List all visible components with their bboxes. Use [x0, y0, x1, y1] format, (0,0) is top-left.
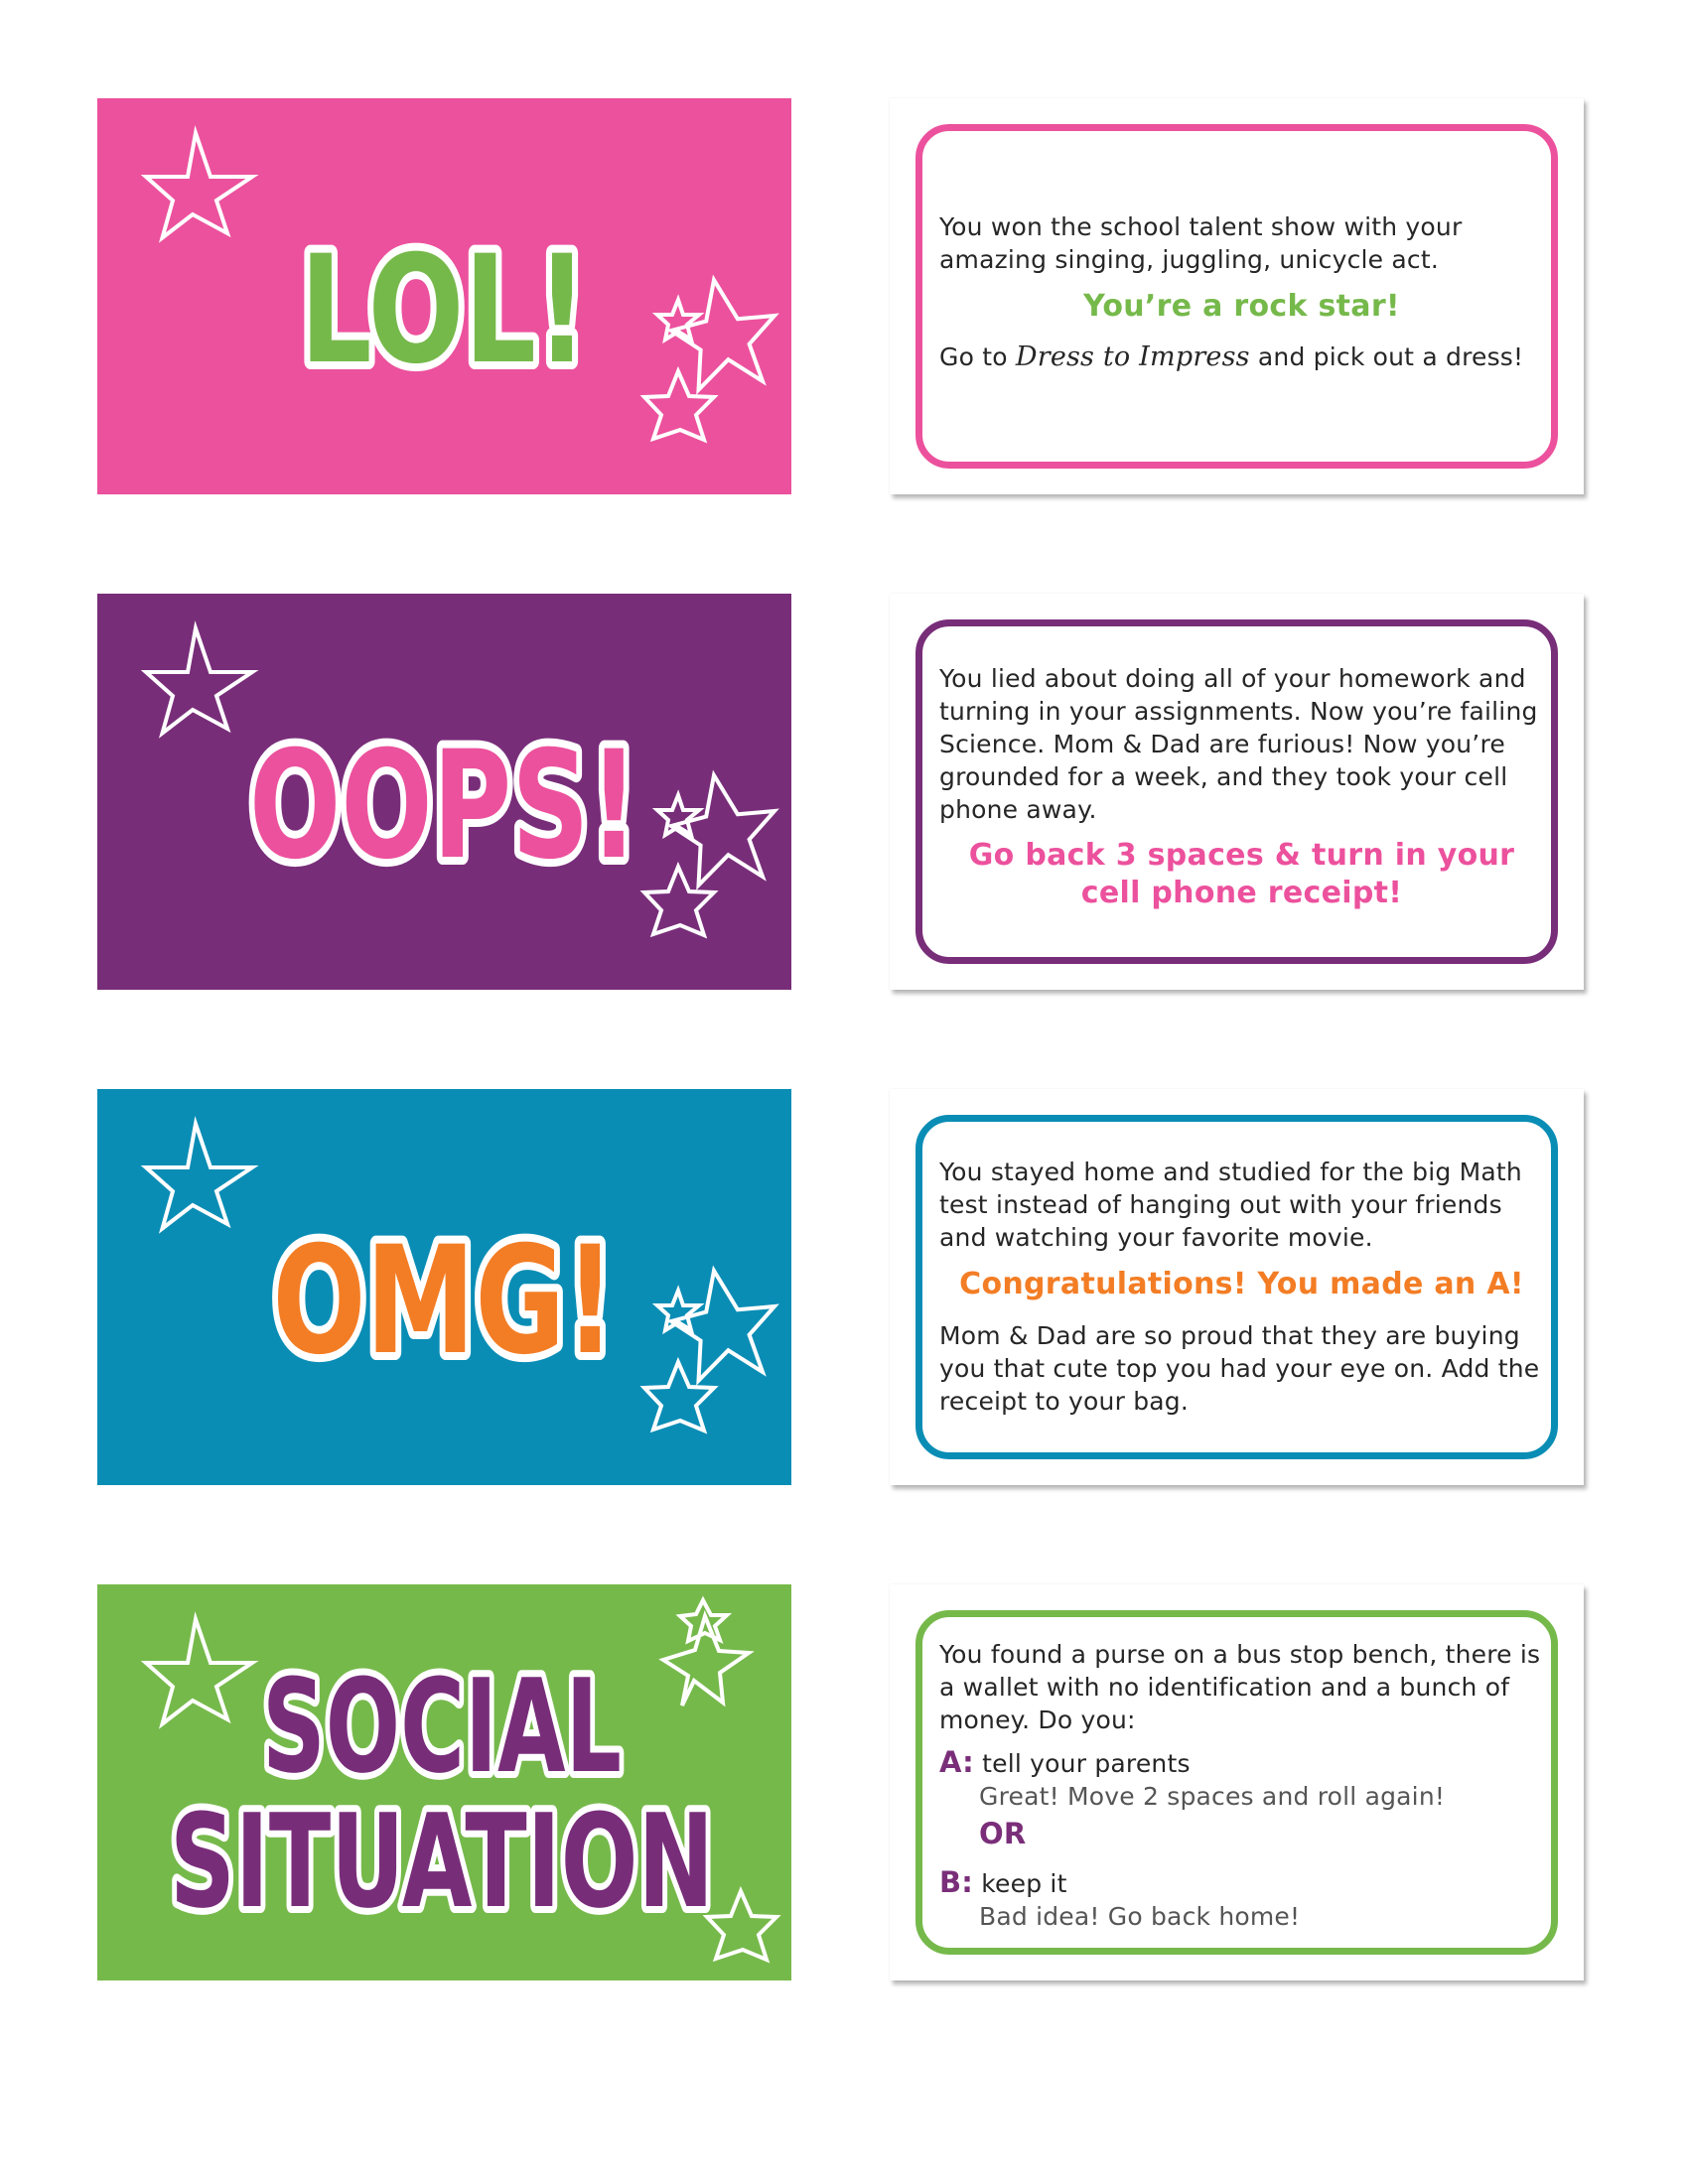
card-front-social-situation — [97, 1584, 791, 1980]
card-story: You lied about doing all of your homework and turning in your assignments. Now you’re failing Science. Mom & Dad are furious! Now you’re grounded for a week, and they took your cell phone away. — [939, 664, 1538, 824]
star-icon — [663, 1616, 749, 1706]
action-prefix: Go to — [939, 342, 1016, 371]
star-decorations — [97, 594, 791, 990]
option-a-response: Great! Move 2 spaces and roll again! — [979, 1782, 1446, 1811]
or-separator: OR — [979, 1817, 1027, 1850]
star-decorations — [97, 1584, 791, 1980]
card-front-lol — [97, 98, 791, 494]
card-title: LOL! — [300, 224, 588, 397]
card-title: OOPS! — [249, 720, 638, 892]
option-b — [939, 1866, 1544, 1900]
card-title: OMG! — [272, 1215, 616, 1388]
card-front-omg — [97, 1089, 791, 1485]
card-title-line2: SITUATION — [170, 1786, 714, 1937]
star-icon — [707, 1891, 776, 1960]
action-suffix: and pick out a dress! — [1249, 342, 1524, 371]
card-story: You won the school talent show with your amazing singing, juggling, unicycle act. — [939, 212, 1463, 274]
option-b-response: Bad idea! Go back home! — [979, 1902, 1301, 1931]
card-front-oops — [97, 594, 791, 990]
star-icon — [657, 300, 699, 340]
card-highlight: Go back 3 spaces & turn in your cell phone receipt! — [968, 838, 1515, 910]
option-a-label: A: — [939, 1745, 974, 1779]
card-story: You found a purse on a bus stop bench, there is a wallet with no identification and a bunch of money. Do you: — [939, 1640, 1541, 1734]
star-icon — [146, 133, 252, 238]
star-icon — [644, 867, 714, 935]
star-icon — [657, 1291, 699, 1330]
star-icon — [644, 371, 714, 440]
star-icon — [644, 1362, 714, 1431]
card-story: You stayed home and studied for the big Math test instead of hanging out with your friends and watching your favorite movie. — [939, 1158, 1522, 1252]
star-icon — [657, 795, 699, 835]
option-b-text: keep it — [981, 1869, 1067, 1898]
star-icon — [146, 1619, 252, 1724]
option-a — [939, 1746, 1544, 1780]
card-back-oops — [890, 594, 1584, 990]
card-action — [939, 341, 1544, 373]
star-decorations — [97, 98, 791, 494]
card-followup: Mom & Dad are so proud that they are buying you that cute top you had your eye on. Add the receipt to your bag. — [939, 1321, 1540, 1416]
card-back-omg — [890, 1089, 1584, 1485]
option-a-text: tell your parents — [982, 1749, 1191, 1778]
star-icon — [146, 1124, 252, 1229]
action-script-name: Dress to Impress — [1015, 341, 1250, 372]
card-title-line1: SOCIAL — [262, 1651, 622, 1802]
star-icon — [146, 628, 252, 734]
card-back-lol — [890, 98, 1584, 494]
star-decorations — [97, 1089, 791, 1485]
card-highlight: You’re a rock star! — [1083, 289, 1400, 324]
card-back-social-situation — [890, 1584, 1584, 1980]
card-highlight: Congratulations! You made an A! — [959, 1267, 1524, 1301]
option-b-label: B: — [939, 1865, 974, 1899]
